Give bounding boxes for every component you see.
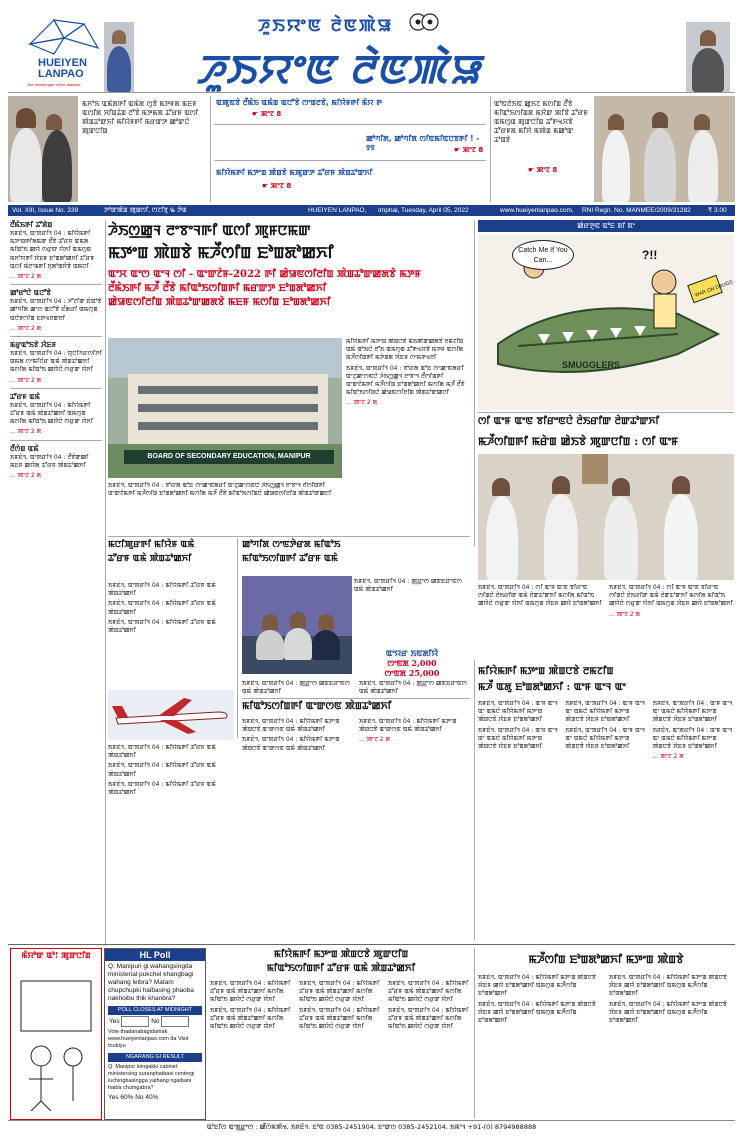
teaser-center-1[interactable]: ꯑꯄꯨꯟꯕꯥ ꯂꯩꯃꯥꯏ ꯑꯃꯥꯡ ꯑꯅꯧꯕꯥ ꯁꯦꯡꯂꯕꯥ, ꯃꯤꯌꯥꯝꯒꯤ ꯃꯥꯌ ꯒ (216, 98, 383, 107)
center-story-2-body (242, 718, 470, 838)
teaser-right-link[interactable]: ☛ ꯄꯦꯖ 8 (528, 166, 558, 174)
logo-word-2: LANPAO (38, 68, 84, 80)
bottom-cartoon-box[interactable] (10, 948, 102, 1120)
mid-right-headline-2: ꯃꯍꯩ ꯑꯗꯨ ꯐꯣꯡꯗꯣꯀꯈꯤ : ꯑꯦꯝ ꯑꯦꯜ ꯑꯦ (478, 682, 626, 693)
place-date: Imphal, Tuesday, April 05, 2022 (378, 207, 469, 214)
mid-right-body (478, 700, 734, 940)
left-item-body: ꯏꯝꯐꯥꯜ, ꯑꯦꯞꯔꯤꯜ 04 : ꯃꯤꯌꯥꯃꯒꯤ ꯃꯇꯦꯡꯒꯤꯗꯃꯛ ꯂꯩꯕꯥ ꯊꯧꯔꯝ ꯑꯃꯗ ꯃꯤꯑꯣꯏ ꯀꯌꯥ ꯁꯔꯨꯛ ꯌꯥꯈꯤ ꯑꯃꯁꯨꯡ ꯃꯈꯣꯌꯒꯤ ꯋꯥꯐꯝ ꯐꯣꯡꯗꯣꯀꯈꯤ ꯊꯧꯔꯝ ꯑꯁꯤ ꯃꯥꯂꯦꯃꯒꯤ ꯈꯨꯗꯣꯡꯆꯥꯕꯥ ꯑꯃꯅꯤ (10, 230, 95, 270)
lead-story-headlines[interactable] (108, 222, 470, 332)
left-item-link[interactable]: ... ꯄꯦꯖ 2 ꯗ (10, 376, 42, 384)
portrait-photo-right (686, 22, 730, 92)
bottom-story-1-headline-2: ꯃꯤꯑꯣꯏꯁꯤꯡꯒꯤ ꯊꯧꯔꯝ ꯑꯃꯥ ꯄꯥꯡꯊꯣꯀꯈꯤ (266, 963, 416, 974)
poll-vote-instructions[interactable]: Vote thadanabagidamak www.hueiyenlanpao.com da Visit toubiyu (108, 1029, 189, 1050)
left-item-title: ꯂꯩꯁꯥꯡ ꯑꯃꯥ (10, 443, 39, 453)
lead-story-body-right (346, 338, 470, 536)
teaser-right-text[interactable]: ꯑꯣꯟꯂꯥꯏꯟ ꯀꯨꯏꯖ ꯃꯁꯤꯡ ꯂꯩꯕꯥ ꯃꯤꯑꯣꯏꯁꯤꯡꯗ ꯃꯆꯥꯛ ꯄꯤꯕꯥ ꯊꯧꯔꯝ ꯑꯃꯁꯨꯡ ꯄꯨꯛꯅꯤꯡ ꯊꯧꯒꯠꯆꯕꯥ ꯊꯧꯔꯝꯗ ꯃꯤꯆꯥ ꯃꯄꯥꯡ ꯃꯀꯣꯛ ꯊꯣꯡꯕꯥ (494, 100, 588, 144)
bottom-story-1-text-4: ꯏꯝꯐꯥꯜ, ꯑꯦꯞꯔꯤꯜ 04 : ꯃꯤꯌꯥꯃꯒꯤ ꯊꯧꯔꯝ ꯑꯃꯥ ꯄꯥꯡꯊꯣꯀꯈꯤ ꯃꯁꯤꯗ ꯃꯤꯑꯣꯏ ꯀꯌꯥꯅꯥ ꯁꯔꯨꯛ ꯌꯥꯈꯤ (299, 1006, 380, 1031)
lead-body-1: ꯏꯝꯐꯥꯜ, ꯑꯦꯞꯔꯤꯜ 04 : ꯕꯣꯔꯗ ꯑꯣꯐ ꯁꯦꯀꯦꯟꯗꯔꯤ ꯑꯦꯖꯨꯀꯦꯁꯟꯅꯥ ꯍꯥꯏꯁ꯭ꯀꯨꯜ ꯂꯦꯕꯦꯜ ꯂꯩꯁꯤꯡꯒꯤ ꯑꯦꯛꯖꯥꯃꯒꯤ ꯃꯍꯩꯁꯤꯡ ꯐꯣꯡꯗꯣꯀꯈꯤ ꯃꯁꯤꯗ ꯃꯍꯩ ꯂꯩꯕꯥ ꯃꯤꯑꯣꯏꯁꯤꯡꯅꯥ ꯀꯥꯎꯟꯁꯤꯂꯤꯡ ꯄꯥꯡꯊꯣꯛꯀꯅꯤ (108, 482, 332, 498)
lead-subhead-1: ꯑꯦꯆ ꯑꯦꯁ ꯑꯦꯜ ꯁꯤ - ꯑꯦꯛꯖꯥꯝ-2022 ꯒꯤ ꯀꯥꯎꯟꯁꯤꯂꯤꯡ ꯄꯥꯡꯊꯣꯛꯀꯗꯕꯥ ꯃꯇꯝ (108, 269, 421, 280)
bottom-story-1-text-2: ꯏꯝꯐꯥꯜ, ꯑꯦꯞꯔꯤꯜ 04 : ꯃꯤꯌꯥꯃꯒꯤ ꯊꯧꯔꯝ ꯑꯃꯥ ꯄꯥꯡꯊꯣꯀꯈꯤ ꯃꯁꯤꯗ ꯃꯤꯑꯣꯏ ꯀꯌꯥꯅꯥ ꯁꯔꯨꯛ ꯌꯥꯈꯤ (210, 1006, 291, 1031)
teaser-link-label: ꯄꯦꯖ 8 (260, 110, 282, 118)
lead-subhead-2: ꯂꯩꯃꯥꯏꯒꯤ ꯃꯍꯩ ꯂꯩꯕꯥ ꯃꯤꯑꯣꯏꯁꯤꯡꯒꯤ ꯃꯔꯛꯇ ꯐꯣꯡꯗꯣꯀꯈꯤ (108, 283, 327, 294)
mid-right-link[interactable]: ... ꯄꯦꯖ 2 ꯗ (652, 753, 684, 761)
flight-fare-box[interactable] (354, 648, 470, 678)
bottom-story-1-body (210, 980, 472, 1118)
left-item-title: ꯃꯔꯨꯑꯣꯏꯕꯥ ꯋꯥꯐꯝ (10, 340, 57, 350)
left-news-column (10, 220, 102, 940)
right-story-headline-1[interactable]: ꯁꯤ ꯑꯦꯝ ꯑꯦꯟ ꯕꯤꯔꯦꯟꯅꯥ ꯂꯥꯏꯔꯤꯛ ꯂꯥꯛꯊꯣꯛꯈꯤ (478, 416, 660, 427)
lead-subhead-3: ꯀꯥꯎꯟꯁꯤꯂꯤꯡ ꯄꯥꯡꯊꯣꯛꯀꯗꯕꯥ ꯃꯐꯝ ꯃꯁꯤꯡ ꯐꯣꯡꯗꯣꯀꯈꯤ (108, 297, 331, 308)
lead-kicker: ꯍꯥꯏꯁ꯭ꯀꯨꯜ ꯂꯦꯕꯦꯜꯒꯤ ꯑꯁꯤ ꯄꯨꯝꯅꯃꯛ (108, 223, 311, 239)
left-item-body: ꯏꯝꯐꯥꯜ, ꯑꯦꯞꯔꯤꯜ 04 : ꯂꯩꯕꯥꯛꯀꯤ ꯃꯐꯝ ꯀꯌꯥꯗ ꯊꯧꯔꯝ ꯄꯥꯡꯊꯣꯀꯈꯤ (10, 453, 89, 469)
middle-body-text-5: ꯏꯝꯐꯥꯜ, ꯑꯦꯞꯔꯤꯜ 04 : ꯃꯤꯌꯥꯃꯒꯤ ꯊꯧꯔꯝ ꯑꯃꯥ ꯄꯥꯡꯊꯣꯀꯈꯤ (108, 762, 216, 778)
bottom-story-2-text-3: ꯏꯝꯐꯥꯜ, ꯑꯦꯞꯔꯤꯜ 04 : ꯃꯤꯌꯥꯃꯒꯤ ꯃꯇꯦꯡ ꯄꯥꯡꯅꯕꯥ ꯋꯥꯐꯝ ꯀꯌꯥ ꯐꯣꯡꯗꯣꯀꯈꯤ ꯑꯃꯁꯨꯡ ꯃꯍꯩꯁꯤꯡ ꯐꯣꯡꯗꯣꯀꯈꯤ (609, 974, 727, 998)
left-item-4[interactable] (10, 392, 102, 437)
logo-wordmark (38, 58, 87, 80)
middle-body-text-4: ꯏꯝꯐꯥꯜ, ꯑꯦꯞꯔꯤꯜ 04 : ꯃꯤꯌꯥꯃꯒꯤ ꯊꯧꯔꯝ ꯑꯃꯥ ꯄꯥꯡꯊꯣꯀꯈꯤ (108, 744, 216, 760)
logo-word-1: HUEIYEN (38, 57, 87, 69)
bottom-story-1-headline-1: ꯃꯤꯌꯥꯃꯒꯤ ꯃꯇꯦꯡ ꯄꯥꯡꯅꯕꯥ ꯄꯨꯛꯅꯤꯡ (273, 949, 409, 960)
teaser-photo-left[interactable] (8, 96, 78, 202)
mid-right-text-3: ꯏꯝꯐꯥꯜ, ꯑꯦꯞꯔꯤꯜ 04 : ꯑꯦꯝ ꯑꯦꯜ ꯑꯦ ꯑꯃꯅꯥ ꯃꯤꯌꯥꯃꯒꯤ ꯃꯇꯦꯡ ꯄꯥꯡꯅꯕꯥ ꯋꯥꯐꯝ ꯐꯣꯡꯗꯣꯀꯈꯤ (565, 700, 646, 724)
teaser-center-2-link[interactable]: ☛ ꯄꯦꯖ 8 (454, 146, 484, 154)
left-item-title: ꯂꯩꯃꯥꯏꯒꯤ ꯊꯧꯗꯥꯡ (10, 220, 53, 229)
bottom-story-2-body (478, 974, 734, 1118)
cartoon-exclaim: ?!! (642, 248, 658, 262)
mid-right-headline-1: ꯃꯤꯌꯥꯃꯒꯤ ꯃꯇꯦꯡ ꯄꯥꯡꯅꯕꯥ ꯂꯃꯖꯤꯡ (478, 666, 614, 677)
teaser-photo-right[interactable] (594, 96, 735, 202)
middle-headline-2: ꯊꯧꯔꯝ ꯑꯃꯥ ꯄꯥꯡꯊꯣꯀꯈꯤ (108, 554, 192, 564)
poll-no-checkbox[interactable] (161, 1016, 189, 1027)
date-bar (8, 205, 735, 216)
lead-body-1b: ꯏꯝꯐꯥꯜ, ꯑꯦꯞꯔꯤꯜ 04 : ꯕꯣꯔꯗ ꯑꯣꯐ ꯁꯦꯀꯦꯟꯗꯔꯤ ꯑꯦꯖꯨꯀꯦꯁꯟꯅꯥ ꯍꯥꯏꯁ꯭ꯀꯨꯜ ꯂꯦꯕꯦꯜ ꯂꯩꯁꯤꯡꯒꯤ ꯑꯦꯛꯖꯥꯃꯒꯤ ꯃꯍꯩꯁꯤꯡ ꯐꯣꯡꯗꯣꯀꯈꯤ ꯃꯁꯤꯗ ꯃꯍꯩ ꯂꯩꯕꯥ ꯃꯤꯑꯣꯏꯁꯤꯡꯅꯥ ꯀꯥꯎꯟꯁꯤꯂꯤꯡ ꯄꯥꯡꯊꯣꯛꯀꯅꯤ (346, 364, 465, 397)
press-headline-1: ꯀꯣꯚꯤꯗ ꯁꯦꯟꯇꯥꯔꯗ ꯃꯤꯑꯣꯏ (242, 540, 341, 550)
left-item-1[interactable] (10, 220, 102, 281)
cartoon-speech-bubble: Catch Me If You Can... (512, 240, 574, 270)
teaser-link-label: ꯄꯦꯖ 8 (462, 146, 484, 154)
paper-crane-icon (24, 14, 102, 58)
photo-caption-sign: BOARD OF SECONDARY EDUCATION, MANIPUR (124, 450, 334, 464)
mid-right-text-5: ꯏꯝꯐꯥꯜ, ꯑꯦꯞꯔꯤꯜ 04 : ꯑꯦꯝ ꯑꯦꯜ ꯑꯦ ꯑꯃꯅꯥ ꯃꯤꯌꯥꯃꯒꯤ ꯃꯇꯦꯡ ꯄꯥꯡꯅꯕꯥ ꯋꯥꯐꯝ ꯐꯣꯡꯗꯣꯀꯈꯤ (652, 700, 733, 724)
teaser-center-3-link[interactable]: ☛ ꯄꯦꯖ 8 (262, 182, 292, 190)
right-story-headline-2[interactable]: ꯃꯍꯩꯁꯤꯡꯒꯤ ꯃꯔꯥꯡ ꯀꯥꯏꯕꯥ ꯄꯨꯛꯅꯤꯡ : ꯁꯤ ꯑꯦꯝ (478, 435, 679, 448)
masthead-title: ꯍꯨꯏꯌꯦꯟ ꯂꯥꯟꯄꯥꯎ (196, 46, 481, 93)
left-item-link[interactable]: ... ꯄꯦꯖ 2 ꯗ (10, 428, 42, 436)
poll-result-question: Q: Manipur leingakki cabinet ministersing suranphatbasi centregi luchingbasingga yathang ngaibani haiba chumgabra? (108, 1064, 195, 1092)
bottom-story-1-text-6: ꯏꯝꯐꯥꯜ, ꯑꯦꯞꯔꯤꯜ 04 : ꯃꯤꯌꯥꯃꯒꯤ ꯊꯧꯔꯝ ꯑꯃꯥ ꯄꯥꯡꯊꯣꯀꯈꯤ ꯃꯁꯤꯗ ꯃꯤꯑꯣꯏ ꯀꯌꯥꯅꯥ ꯁꯔꯨꯛ ꯌꯥꯈꯤ (388, 1006, 469, 1031)
left-item-link[interactable]: ... ꯄꯦꯖ 2 ꯗ (10, 472, 42, 480)
logo[interactable] (24, 14, 102, 88)
cartoon-label: ꯀꯥꯔꯇꯨꯟ ꯑꯣꯐ ꯗꯤ ꯗꯦ (478, 220, 734, 232)
flight-headline: ꯑꯦꯌꯔ ꯏꯟꯗꯤꯌꯥ (385, 648, 439, 658)
portrait-photo-left (104, 22, 134, 92)
lead-story-body-left (108, 482, 342, 534)
footer-contact: ꯑꯣꯐꯤꯁ ꯑꯦꯗ꯭ꯔꯦꯁ : ꯀꯩꯁꯥꯃꯄꯥꯠ, ꯏꯝꯐꯥꯜ. ꯐꯣꯟ 0385-2451904, ꯐꯦꯛꯁ 0385-2452104, ꯏꯃꯦꯜ +91-(0) 8794988888 (8, 1120, 735, 1133)
press-headline-2: ꯃꯤꯑꯣꯏꯁꯤꯡꯒꯤ ꯊꯧꯔꯝ ꯑꯃꯥ (242, 554, 338, 564)
newspaper-front-page (8, 8, 735, 1132)
mid-right-text: ꯏꯝꯐꯥꯜ, ꯑꯦꯞꯔꯤꯜ 04 : ꯑꯦꯝ ꯑꯦꯜ ꯑꯦ ꯑꯃꯅꯥ ꯃꯤꯌꯥꯃꯒꯤ ꯃꯇꯦꯡ ꯄꯥꯡꯅꯕꯥ ꯋꯥꯐꯝ ꯐꯣꯡꯗꯣꯀꯈꯤ (478, 700, 558, 724)
middle-story-body (108, 582, 234, 686)
lead-photo-bse-building[interactable] (108, 338, 342, 478)
press-body-text-3: ꯏꯝꯐꯥꯜ, ꯑꯦꯞꯔꯤꯜ 04 : ꯄ꯭ꯔꯦꯁ ꯀꯟꯐꯔꯦꯟꯁ ꯑꯃꯥ ꯄꯥꯡꯊꯣꯀꯈꯤ (359, 680, 467, 696)
poll-result-banner: NGARANG GI RESULT (108, 1053, 202, 1062)
lead-headline: ꯃꯇꯦꯡ ꯄꯥꯡꯕꯥ ꯃꯍꯩꯁꯤꯡ ꯐꯣꯡꯗꯣꯀꯈꯤ (108, 243, 334, 262)
right-story-body-text-2: ꯏꯝꯐꯥꯜ, ꯑꯦꯞꯔꯤꯜ 04 : ꯁꯤ ꯑꯦꯝ ꯑꯦꯟ ꯕꯤꯔꯦꯟ ꯁꯤꯡꯅꯥ ꯂꯥꯏꯔꯤꯛ ꯑꯃꯥ ꯂꯥꯛꯊꯣꯛꯈꯤ ꯃꯁꯤꯗ ꯃꯤꯑꯣꯏ ꯀꯌꯥꯅꯥ ꯁꯔꯨꯛ ꯌꯥꯈꯤ ꯑꯃꯁꯨꯡ ꯋꯥꯐꯝ ꯀꯌꯥ ꯐꯣꯡꯗꯣꯀꯈꯤ (609, 584, 733, 608)
teaser-center-3[interactable]: ꯃꯤꯌꯥꯃꯒꯤ ꯃꯇꯦꯡ ꯄꯥꯡꯕꯥ ꯃꯄꯨꯛꯇ ꯊꯧꯔꯝ ꯄꯥꯡꯊꯣꯛꯈꯤ (216, 168, 373, 177)
left-item-link[interactable]: ... ꯄꯦꯖ 2 ꯗ (10, 324, 42, 332)
middle-body-text-3: ꯏꯝꯐꯥꯜ, ꯑꯦꯞꯔꯤꯜ 04 : ꯃꯤꯌꯥꯃꯒꯤ ꯊꯧꯔꯝ ꯑꯃꯥ ꯄꯥꯡꯊꯣꯀꯈꯤ (108, 618, 216, 635)
teaser-left-text[interactable]: ꯃꯈꯣꯏ ꯑꯃꯥꯗꯒꯤ ꯑꯃꯥꯗ ꯁꯨꯕꯥ ꯃꯇꯝꯗ ꯃꯐꯝ ꯑꯁꯤꯗ ꯆꯤꯡꯊꯥꯡ ꯂꯧꯕꯥ ꯃꯇꯃꯗ ꯊꯧꯔꯝ ꯑꯁꯤ ꯄꯥꯡꯊꯣꯛꯈꯤ ꯃꯤꯌꯥꯝꯒꯤ ꯃꯔꯛꯇ ꯀꯣꯛꯅꯥ ꯄꯨꯛꯅꯤꯡ (82, 100, 199, 135)
mid-right-text-4: ꯏꯝꯐꯥꯜ, ꯑꯦꯞꯔꯤꯜ 04 : ꯑꯦꯝ ꯑꯦꯜ ꯑꯦ ꯑꯃꯅꯥ ꯃꯤꯌꯥꯃꯒꯤ ꯃꯇꯦꯡ ꯄꯥꯡꯅꯕꯥ ꯋꯥꯐꯝ ꯐꯣꯡꯗꯣꯀꯈꯤ (565, 726, 646, 751)
bottom-story-1-text: ꯏꯝꯐꯥꯜ, ꯑꯦꯞꯔꯤꯜ 04 : ꯃꯤꯌꯥꯃꯒꯤ ꯊꯧꯔꯝ ꯑꯃꯥ ꯄꯥꯡꯊꯣꯀꯈꯤ ꯃꯁꯤꯗ ꯃꯤꯑꯣꯏ ꯀꯌꯥꯅꯥ ꯁꯔꯨꯛ ꯌꯥꯈꯤ (210, 980, 291, 1004)
bottom-story-1-text-5: ꯏꯝꯐꯥꯜ, ꯑꯦꯞꯔꯤꯜ 04 : ꯃꯤꯌꯥꯃꯒꯤ ꯊꯧꯔꯝ ꯑꯃꯥ ꯄꯥꯡꯊꯣꯀꯈꯤ ꯃꯁꯤꯗ ꯃꯤꯑꯣꯏ ꯀꯌꯥꯅꯥ ꯁꯔꯨꯛ ꯌꯥꯈꯤ (388, 980, 469, 1004)
bottom-cartoon-title: ꯃꯥꯌꯣꯛ ꯑꯣ! ꯄꯨꯛꯅꯤꯡ (21, 950, 91, 960)
poll-no-label: No (151, 1018, 160, 1026)
center-story-2-headline[interactable]: ꯃꯤꯑꯣꯏꯁꯤꯡꯒꯤ ꯑꯦꯛꯁꯟ ꯄꯥꯡꯊꯣꯀꯈꯤ (242, 701, 392, 712)
rni-registration: RNI Regn. No. MANMEE/2009/31282 (582, 207, 691, 214)
center-story-2-text-3: ꯏꯝꯐꯥꯜ, ꯑꯦꯞꯔꯤꯜ 04 : ꯃꯤꯌꯥꯃꯒꯤ ꯃꯇꯦꯡ ꯄꯥꯡꯅꯕꯥ ꯑꯦꯛꯁꯟ ꯑꯃꯥ ꯄꯥꯡꯊꯣꯀꯈꯤ (359, 718, 457, 734)
poll-question: Q: Manipuri gi wahangsingda ministerial pukchel khangbagi wahang leibra? Matam chupchupki haibasing phaoba nakhoibu thik khanbra? (108, 963, 195, 1002)
left-item-body: ꯏꯝꯐꯥꯜ, ꯑꯦꯞꯔꯤꯜ 04 : ꯃꯤꯌꯥꯃꯒꯤ ꯊꯧꯔꯝ ꯑꯃꯥ ꯄꯥꯡꯊꯣꯀꯈꯤ ꯑꯃꯁꯨꯡ ꯃꯁꯤꯗ ꯃꯤꯑꯣꯏ ꯀꯌꯥꯅꯥ ꯁꯔꯨꯛ ꯌꯥꯈꯤ (10, 401, 94, 426)
middle-story-headline[interactable] (108, 538, 234, 566)
right-story-body (478, 584, 734, 660)
center-story-2-text: ꯏꯝꯐꯥꯜ, ꯑꯦꯞꯔꯤꯜ 04 : ꯃꯤꯌꯥꯃꯒꯤ ꯃꯇꯦꯡ ꯄꯥꯡꯅꯕꯥ ꯑꯦꯛꯁꯟ ꯑꯃꯥ ꯄꯥꯡꯊꯣꯀꯈꯤ (242, 718, 340, 734)
price: ₹ 3.00 (708, 207, 727, 214)
bottom-story-2-text-2: ꯏꯝꯐꯥꯜ, ꯑꯦꯞꯔꯤꯜ 04 : ꯃꯤꯌꯥꯃꯒꯤ ꯃꯇꯦꯡ ꯄꯥꯡꯅꯕꯥ ꯋꯥꯐꯝ ꯀꯌꯥ ꯐꯣꯡꯗꯣꯀꯈꯤ ꯑꯃꯁꯨꯡ ꯃꯍꯩꯁꯤꯡ ꯐꯣꯡꯗꯣꯀꯈꯤ (478, 1000, 596, 1025)
poll-closes-banner: POLL CLOSES AT MIDNIGHT (108, 1006, 202, 1015)
bottom-story-1-headline[interactable] (210, 948, 472, 976)
bottom-story-1-text-3: ꯏꯝꯐꯥꯜ, ꯑꯦꯞꯔꯤꯜ 04 : ꯃꯤꯌꯥꯃꯒꯤ ꯊꯧꯔꯝ ꯑꯃꯥ ꯄꯥꯡꯊꯣꯀꯈꯤ ꯃꯁꯤꯗ ꯃꯤꯑꯣꯏ ꯀꯌꯥꯅꯥ ꯁꯔꯨꯛ ꯌꯥꯈꯤ (299, 980, 380, 1004)
right-story-link[interactable]: ... ꯄꯦꯖ 2 ꯗ (609, 610, 641, 618)
middle-headline-1: ꯃꯅꯤꯄꯨꯔꯒꯤ ꯃꯤꯌꯥꯝ ꯑꯃꯥ (108, 540, 195, 550)
flight-amount-1: ꯁꯦꯟꯗ 2,000 (387, 658, 437, 668)
bottom-story-2-headline[interactable]: ꯃꯍꯩꯁꯤꯡ ꯐꯣꯡꯗꯣꯀꯈꯤ ꯃꯇꯦꯡ ꯄꯥꯡꯕꯥ (528, 953, 684, 966)
left-item-2[interactable] (10, 288, 102, 333)
left-item-body: ꯏꯝꯐꯥꯜ, ꯑꯦꯞꯔꯤꯜ 04 : ꯌꯨꯅꯤꯚꯔꯁꯤꯇꯤ ꯑꯃꯗ ꯁꯦꯃꯤꯅꯥꯔ ꯑꯃꯥ ꯄꯥꯡꯊꯣꯀꯈꯤ ꯃꯁꯤꯗ ꯃꯤꯑꯣꯏ ꯀꯌꯥꯅꯥ ꯁꯔꯨꯛ ꯌꯥꯈꯤ (10, 350, 102, 374)
bottom-story-2-text: ꯏꯝꯐꯥꯜ, ꯑꯦꯞꯔꯤꯜ 04 : ꯃꯤꯌꯥꯃꯒꯤ ꯃꯇꯦꯡ ꯄꯥꯡꯅꯕꯥ ꯋꯥꯐꯝ ꯀꯌꯥ ꯐꯣꯡꯗꯣꯀꯈꯤ ꯑꯃꯁꯨꯡ ꯃꯍꯩꯁꯤꯡ ꯐꯣꯡꯗꯣꯀꯈꯤ (478, 974, 596, 998)
poll-options (105, 1016, 205, 1028)
logo-tagline: the messenger of the masses (28, 82, 81, 87)
paper-name: HUEIYEN LANPAO, (308, 207, 367, 214)
mid-right-headline[interactable] (478, 664, 734, 696)
volume-issue: Vol. XIII, Issue No. 339 (12, 207, 79, 214)
lead-body-2: ꯃꯤꯌꯥꯃꯒꯤ ꯃꯇꯦꯡ ꯄꯥꯡꯅꯕꯥ ꯃꯥꯏꯄꯥꯛꯀꯗꯕꯥ ꯂꯃꯖꯤꯡ ꯑꯃꯥ ꯑꯣꯏꯅꯥ ꯂꯧꯏ ꯑꯃꯁꯨꯡ ꯊꯧꯒꯠꯆꯕꯥ ꯃꯇꯝ ꯑꯁꯤꯗ ꯃꯍꯩꯁꯤꯡꯒꯤ ꯃꯇꯥꯡꯗ ꯋꯥꯐꯝ ꯁꯦꯃꯒꯠꯂꯤ (346, 338, 464, 362)
left-item-title: ꯊꯧꯔꯝ ꯑꯃꯥ (10, 391, 41, 401)
left-item-3[interactable] (10, 340, 102, 385)
bottom-cartoon-drawing (11, 961, 101, 1111)
teaser-link-label: ꯄꯦꯖ 8 (536, 166, 558, 174)
left-item-5[interactable] (10, 444, 102, 481)
press-story-headline[interactable] (242, 538, 470, 566)
mid-right-text-2: ꯏꯝꯐꯥꯜ, ꯑꯦꯞꯔꯤꯜ 04 : ꯑꯦꯝ ꯑꯦꯜ ꯑꯦ ꯑꯃꯅꯥ ꯃꯤꯌꯥꯃꯒꯤ ꯃꯇꯦꯡ ꯄꯥꯡꯅꯕꯥ ꯋꯥꯐꯝ ꯐꯣꯡꯗꯣꯀꯈꯤ (478, 726, 558, 751)
left-item-body: ꯏꯝꯐꯥꯜ, ꯑꯦꯞꯔꯤꯜ 04 : ꯍꯧꯖꯤꯛ ꯐꯥꯑꯣꯕꯥ ꯀꯣꯚꯤꯗ ꯀꯦꯁ ꯑꯅꯧꯕꯥ ꯐꯪꯗꯔꯤ ꯑꯃꯁꯨꯡ ꯑꯅꯥꯕꯁꯤꯡ ꯐꯒꯠꯂꯛꯂꯤ (10, 298, 102, 322)
editorial-cartoon[interactable] (478, 234, 734, 410)
meitei-date: ꯇꯣꯛꯄꯥꯡ ꯄꯨꯡꯁꯤ, ꯁꯖꯤꯕꯨ ꯳ ꯇꯥꯡ (104, 207, 187, 214)
website-link[interactable]: www.hueiyenlanpao.com, (500, 207, 574, 214)
center-story-2-link[interactable]: ... ꯄꯦꯖ 2 ꯗ (359, 736, 391, 744)
mid-right-text-6: ꯏꯝꯐꯥꯜ, ꯑꯦꯞꯔꯤꯜ 04 : ꯑꯦꯝ ꯑꯦꯜ ꯑꯦ ꯑꯃꯅꯥ ꯃꯤꯌꯥꯃꯒꯤ ꯃꯇꯦꯡ ꯄꯥꯡꯅꯕꯥ ꯋꯥꯐꯝ ꯐꯣꯡꯗꯣꯀꯈꯤ (652, 726, 733, 751)
press-body-text-2: ꯏꯝꯐꯥꯜ, ꯑꯦꯞꯔꯤꯜ 04 : ꯄ꯭ꯔꯦꯁ ꯀꯟꯐꯔꯦꯟꯁ ꯑꯃꯥ ꯄꯥꯡꯊꯣꯀꯈꯤ (242, 680, 350, 696)
masthead-small-title: ꯍꯨꯏꯌꯦꯟ ꯂꯥꯟꯄꯥꯎ (258, 16, 394, 36)
airplane-ad-photo[interactable] (108, 690, 234, 740)
left-item-link[interactable]: ... ꯄꯦꯖ 2 ꯗ (10, 273, 42, 281)
masthead-cartoon-icon (406, 10, 442, 34)
lead-continue-link[interactable]: ... ꯄꯦꯖ 2 ꯗ (346, 399, 378, 407)
press-body-text: ꯏꯝꯐꯥꯜ, ꯑꯦꯞꯔꯤꯜ 04 : ꯄ꯭ꯔꯦꯁ ꯀꯟꯐꯔꯦꯟꯁ ꯑꯃꯥ ꯄꯥꯡꯊꯣꯀꯈꯤ (354, 578, 462, 594)
teaser-center-2[interactable]: ꯀꯣꯚꯤꯗ, ꯀꯣꯚꯤꯗ ꯁꯤꯟꯃꯤꯟꯅꯕꯒꯤ ! - ꯱꯱ (366, 134, 480, 152)
teaser-link-label: ꯄꯦꯖ 8 (270, 182, 292, 190)
middle-body-text-2: ꯏꯝꯐꯥꯜ, ꯑꯦꯞꯔꯤꯜ 04 : ꯃꯤꯌꯥꯃꯒꯤ ꯊꯧꯔꯝ ꯑꯃꯥ ꯄꯥꯡꯊꯣꯀꯈꯤ (108, 600, 216, 616)
cartoon-smugglers-tag: SMUGGLERS (562, 360, 621, 370)
bottom-story-2-text-4: ꯏꯝꯐꯥꯜ, ꯑꯦꯞꯔꯤꯜ 04 : ꯃꯤꯌꯥꯃꯒꯤ ꯃꯇꯦꯡ ꯄꯥꯡꯅꯕꯥ ꯋꯥꯐꯝ ꯀꯌꯥ ꯐꯣꯡꯗꯣꯀꯈꯤ ꯑꯃꯁꯨꯡ ꯃꯍꯩꯁꯤꯡ ꯐꯣꯡꯗꯣꯀꯈꯤ (609, 1000, 727, 1025)
poll-result-values: Yes 60% No 40% (108, 1094, 159, 1102)
press-conference-photo[interactable] (242, 576, 352, 674)
masthead (8, 8, 735, 93)
middle-story-body-lower (108, 744, 234, 938)
poll-yes-checkbox[interactable] (121, 1016, 149, 1027)
poll-title: HL Poll (105, 949, 205, 961)
poll-yes-label: Yes (109, 1018, 120, 1026)
center-story-2-text-2: ꯏꯝꯐꯥꯜ, ꯑꯦꯞꯔꯤꯜ 04 : ꯃꯤꯌꯥꯃꯒꯤ ꯃꯇꯦꯡ ꯄꯥꯡꯅꯕꯥ ꯑꯦꯛꯁꯟ ꯑꯃꯥ ꯄꯥꯡꯊꯣꯀꯈꯤ (242, 736, 340, 752)
right-story-body-text: ꯏꯝꯐꯥꯜ, ꯑꯦꯞꯔꯤꯜ 04 : ꯁꯤ ꯑꯦꯝ ꯑꯦꯟ ꯕꯤꯔꯦꯟ ꯁꯤꯡꯅꯥ ꯂꯥꯏꯔꯤꯛ ꯑꯃꯥ ꯂꯥꯛꯊꯣꯛꯈꯤ ꯃꯁꯤꯗ ꯃꯤꯑꯣꯏ ꯀꯌꯥꯅꯥ ꯁꯔꯨꯛ ꯌꯥꯈꯤ ꯑꯃꯁꯨꯡ ꯋꯥꯐꯝ ꯀꯌꯥ ꯐꯣꯡꯗꯣꯀꯈꯤ (478, 584, 602, 608)
flight-amount-2: ꯁꯦꯟꯗ 25,000 (384, 668, 440, 678)
middle-body-text-6: ꯏꯝꯐꯥꯜ, ꯑꯦꯞꯔꯤꯜ 04 : ꯃꯤꯌꯥꯃꯒꯤ ꯊꯧꯔꯝ ꯑꯃꯥ ꯄꯥꯡꯊꯣꯀꯈꯤ (108, 780, 216, 797)
cartoon-sign: WAR ON DRUGS (694, 279, 734, 299)
top-teasers (8, 94, 735, 204)
right-story-photo[interactable] (478, 454, 734, 580)
left-item-title: ꯀꯣꯔꯣꯅꯥ ꯑꯅꯧꯕꯥ (10, 288, 51, 298)
middle-body-text: ꯏꯝꯐꯥꯜ, ꯑꯦꯞꯔꯤꯜ 04 : ꯃꯤꯌꯥꯃꯒꯤ ꯊꯧꯔꯝ ꯑꯃꯥ ꯄꯥꯡꯊꯣꯀꯈꯤ (108, 582, 216, 598)
teaser-center-1-link[interactable]: ☛ ꯄꯦꯖ 8 (252, 110, 282, 118)
hl-poll-box (104, 948, 206, 1120)
